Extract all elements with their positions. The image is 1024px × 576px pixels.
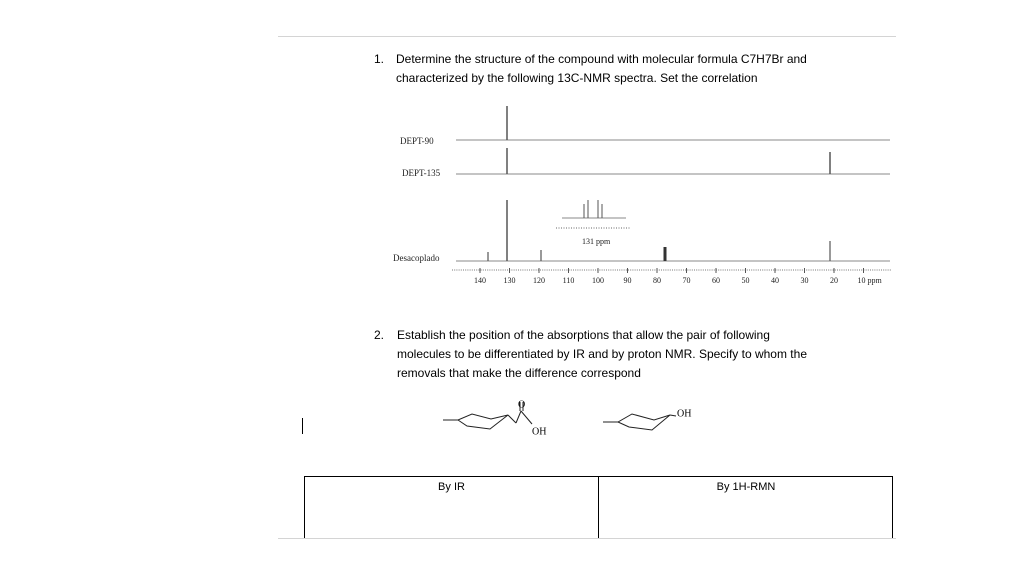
- question-1-line-1: Determine the structure of the compound with molecular formula C7H7Br and: [396, 52, 807, 66]
- question-2-line-2: molecules to be differentiated by IR and by proton NMR. Specify to whom the: [397, 347, 807, 361]
- inset-label: 131 ppm: [582, 237, 611, 246]
- top-rule: [278, 36, 896, 37]
- axis-tick-label: 50: [741, 276, 750, 285]
- question-1-number: 1.: [374, 52, 385, 66]
- question-2-number: 2.: [374, 328, 385, 342]
- comparison-table: [304, 476, 893, 538]
- inset-expansion: [556, 200, 630, 246]
- table-cell-ir[interactable]: [305, 477, 599, 538]
- decoupled-label: Desacoplado: [393, 253, 440, 263]
- axis-tick-label: 80: [653, 276, 661, 285]
- axis-tick-label: 90: [623, 276, 632, 285]
- axis-tick-label: 10 ppm: [857, 276, 882, 285]
- axis-tick-label: 30: [800, 276, 809, 285]
- axis-tick-label: 40: [771, 276, 779, 285]
- table-cell-hnmr[interactable]: [599, 477, 893, 538]
- table-header-ir: By IR: [438, 481, 465, 493]
- question-2-line-1: Establish the position of the absorptions that allow the pair of following: [397, 328, 770, 342]
- axis-tick-label: 130: [503, 276, 516, 285]
- text-cursor: [302, 418, 303, 434]
- question-2-text: [397, 326, 807, 383]
- axis-tick-label: 100: [592, 276, 604, 285]
- axis-tick-label: 20: [830, 276, 838, 285]
- table-header-hnmr: By 1H-RMN: [716, 481, 776, 493]
- molecule-right-oh: OH: [677, 408, 692, 420]
- axis-tick-label: 60: [712, 276, 720, 285]
- molecule-left-oxygen: O: [518, 399, 526, 411]
- dept90-label: DEPT-90: [400, 136, 434, 146]
- axis-tick-label: 70: [682, 276, 691, 285]
- molecule-left-oh: OH: [532, 426, 547, 438]
- bottom-rule: [278, 538, 896, 539]
- molecule-alcohol: [598, 402, 708, 438]
- question-1-line-2: characterized by the following 13C-NMR spectra. Set the correlation: [396, 71, 758, 85]
- axis-tick-label: 110: [562, 276, 575, 285]
- axis-tick-label: 120: [533, 276, 545, 285]
- nmr-spectrum: [440, 100, 900, 295]
- x-axis-ticks: [474, 268, 883, 285]
- molecule-carboxylic-acid: [440, 398, 560, 444]
- dept135-label: DEPT-135: [402, 168, 441, 178]
- axis-tick-label: 140: [474, 276, 486, 285]
- question-2-line-3: removals that make the difference correspond: [397, 366, 641, 380]
- question-1-text: [396, 50, 807, 88]
